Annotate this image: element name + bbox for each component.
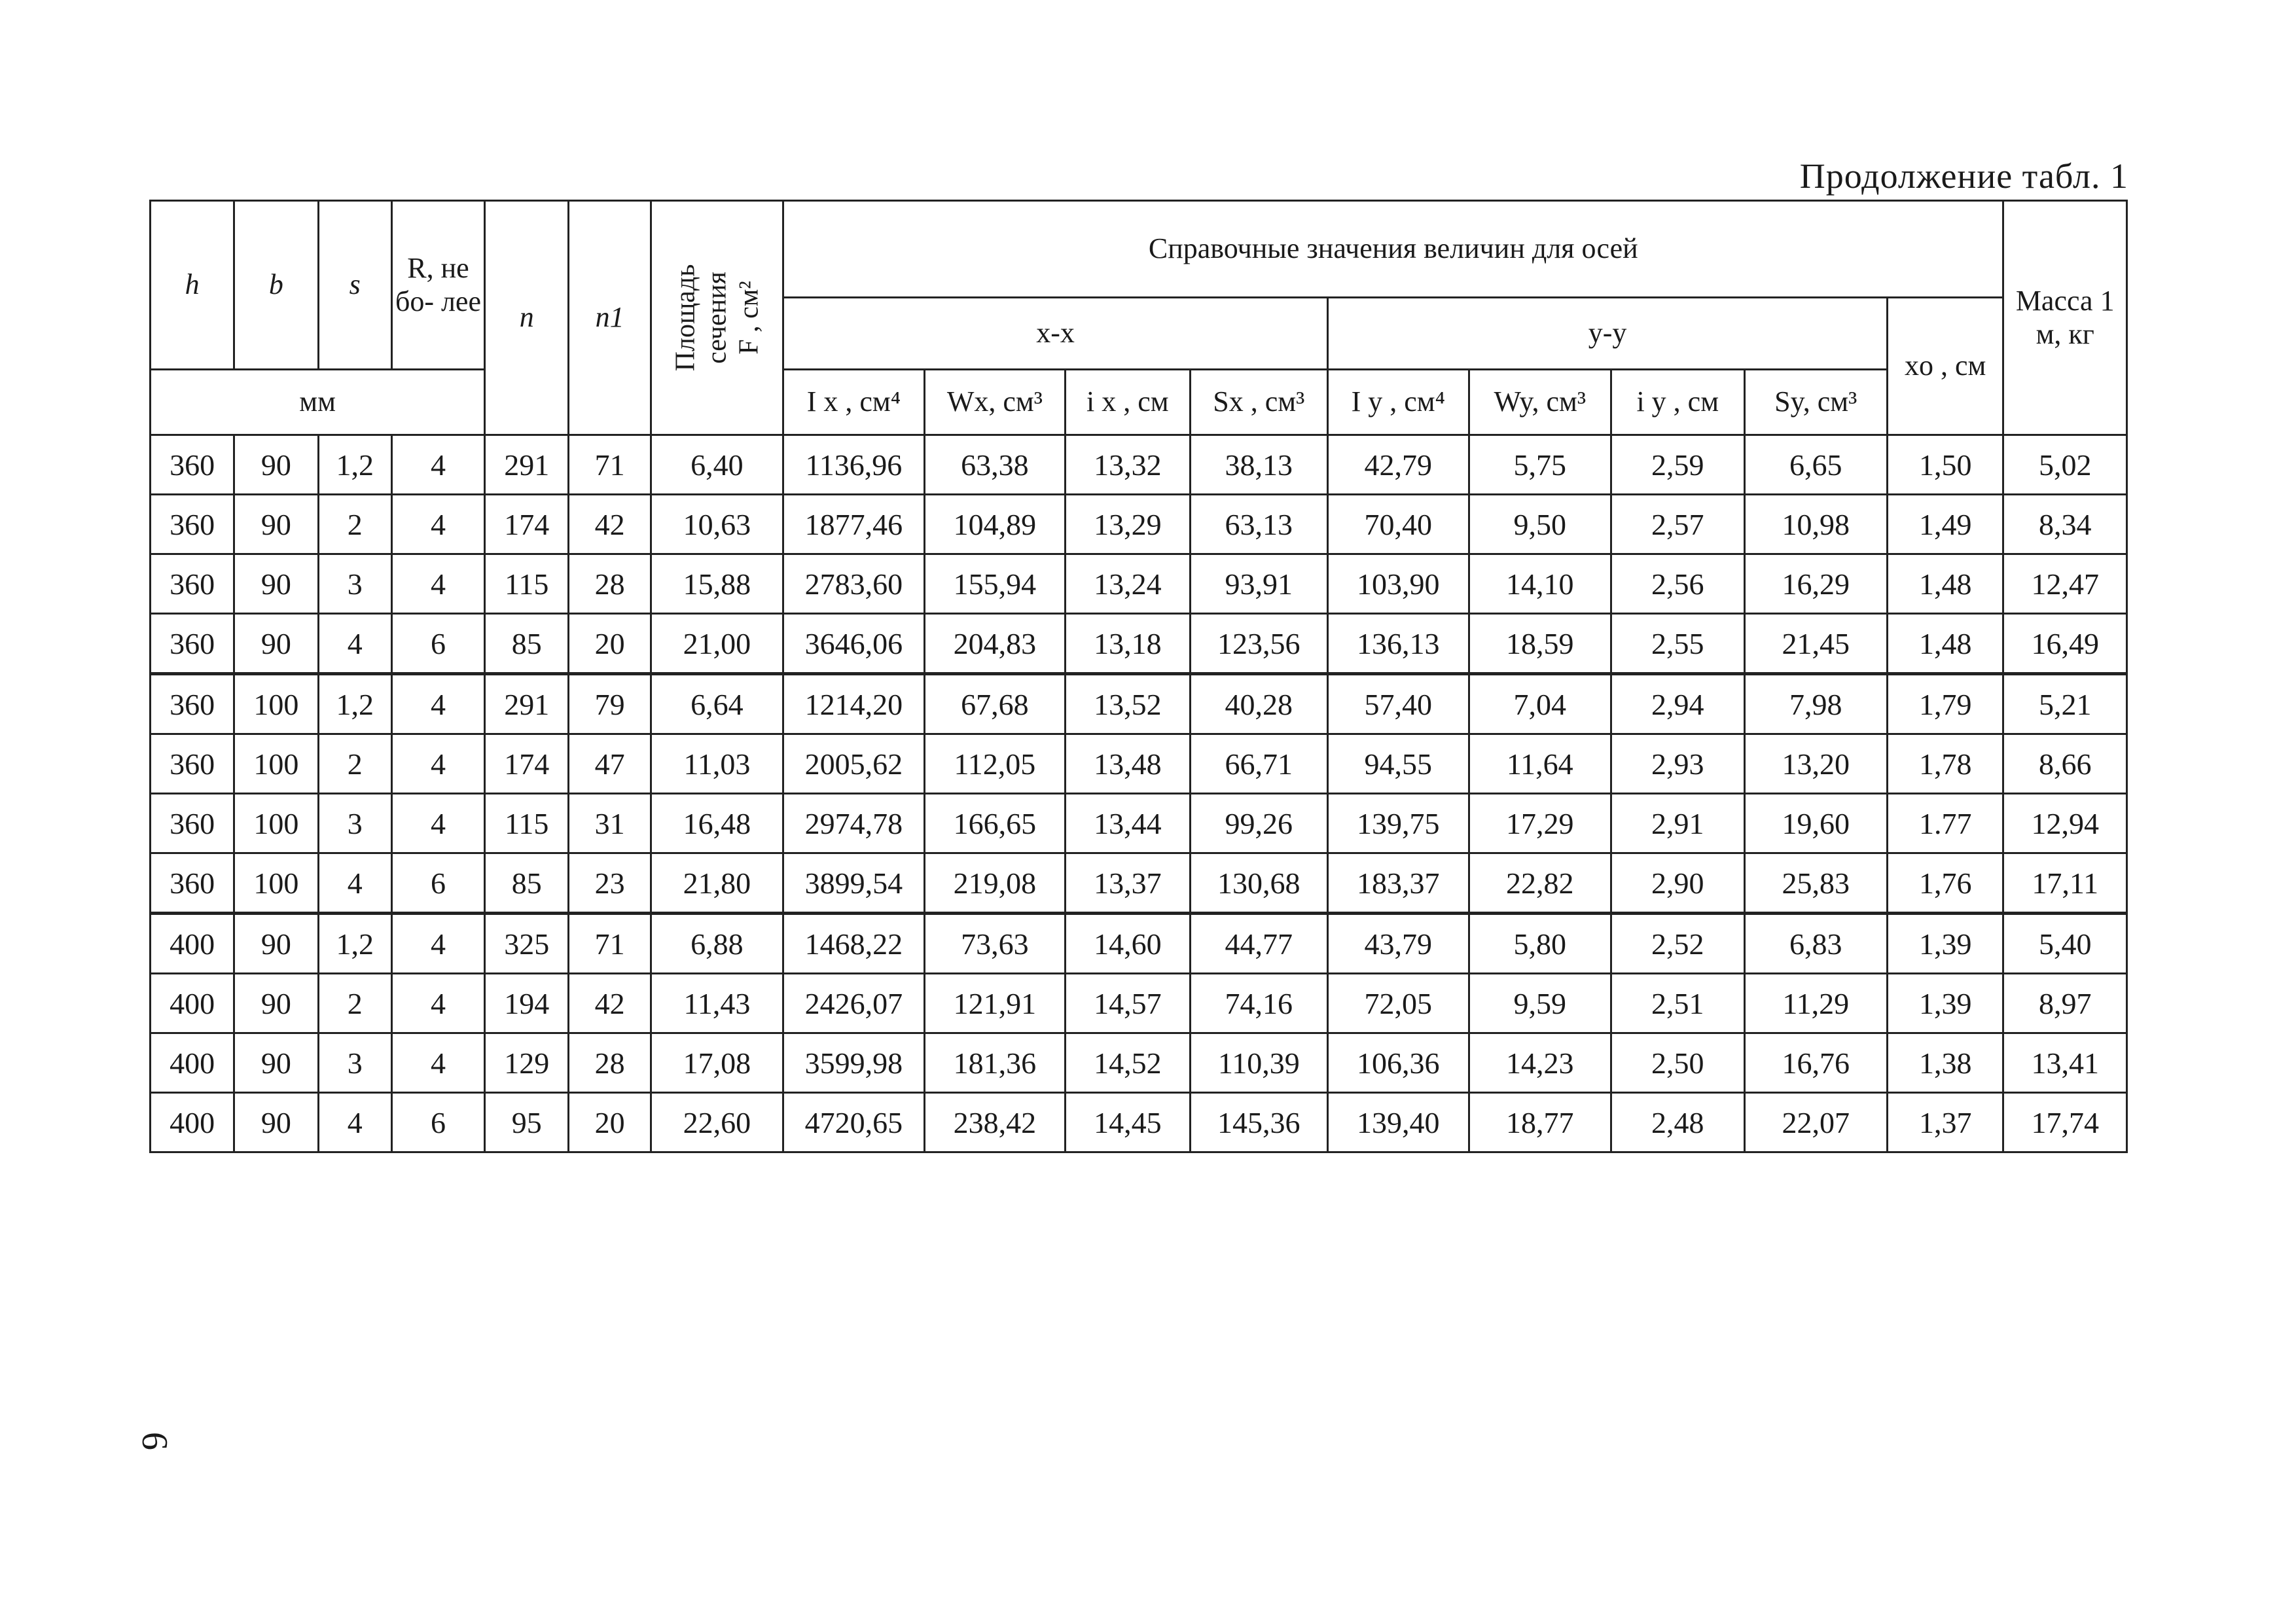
- header-area-line2: сечения: [702, 271, 732, 364]
- section-properties-table: [149, 200, 2128, 1153]
- cell-wy: 17,29: [1469, 794, 1611, 853]
- cell-n1: 23: [569, 853, 651, 914]
- cell-h: 400: [151, 974, 234, 1033]
- cell-n: 291: [485, 674, 569, 734]
- cell-sy: 16,29: [1744, 554, 1888, 614]
- cell-iy: 106,36: [1328, 1033, 1469, 1093]
- header-Iy: I y , см⁴: [1328, 370, 1469, 435]
- cell-wx: 67,68: [924, 674, 1065, 734]
- cell-n1: 47: [569, 734, 651, 794]
- cell-h: 360: [151, 794, 234, 853]
- cell-h: 360: [151, 853, 234, 914]
- cell-n: 85: [485, 853, 569, 914]
- cell-n1: 42: [569, 974, 651, 1033]
- cell-x0: 1,38: [1888, 1033, 2003, 1093]
- cell-iy: 43,79: [1328, 914, 1469, 974]
- cell-iy: 103,90: [1328, 554, 1469, 614]
- cell-iy: 2,93: [1611, 734, 1744, 794]
- cell-sx: 93,91: [1190, 554, 1327, 614]
- cell-ix: 1214,20: [783, 674, 924, 734]
- cell-m: 8,97: [2003, 974, 2127, 1033]
- cell-wy: 11,64: [1469, 734, 1611, 794]
- cell-s: 4: [318, 853, 391, 914]
- cell-h: 360: [151, 674, 234, 734]
- cell-x0: 1,48: [1888, 614, 2003, 674]
- cell-r: 4: [391, 734, 484, 794]
- cell-m: 17,11: [2003, 853, 2127, 914]
- cell-r: 4: [391, 1033, 484, 1093]
- cell-x0: 1,37: [1888, 1093, 2003, 1152]
- cell-r: 4: [391, 794, 484, 853]
- cell-s: 3: [318, 794, 391, 853]
- cell-wx: 73,63: [924, 914, 1065, 974]
- cell-wx: 181,36: [924, 1033, 1065, 1093]
- cell-wx: 104,89: [924, 495, 1065, 554]
- cell-m: 5,02: [2003, 435, 2127, 495]
- cell-f: 15,88: [651, 554, 783, 614]
- table-row: [151, 734, 2127, 794]
- cell-b: 90: [234, 974, 318, 1033]
- cell-b: 100: [234, 794, 318, 853]
- cell-b: 90: [234, 914, 318, 974]
- cell-x0: 1,76: [1888, 853, 2003, 914]
- cell-m: 13,41: [2003, 1033, 2127, 1093]
- cell-x0: 1,50: [1888, 435, 2003, 495]
- cell-sx: 74,16: [1190, 974, 1327, 1033]
- cell-ix: 2783,60: [783, 554, 924, 614]
- cell-wy: 22,82: [1469, 853, 1611, 914]
- table-row: [151, 435, 2127, 495]
- cell-s: 1,2: [318, 435, 391, 495]
- cell-wy: 18,59: [1469, 614, 1611, 674]
- header-b: b: [234, 201, 318, 370]
- cell-r: 6: [391, 614, 484, 674]
- cell-sy: 13,20: [1744, 734, 1888, 794]
- cell-b: 90: [234, 495, 318, 554]
- cell-ix: 2426,07: [783, 974, 924, 1033]
- header-s: s: [318, 201, 391, 370]
- cell-wy: 14,23: [1469, 1033, 1611, 1093]
- header-axis-x: x-x: [783, 298, 1328, 370]
- cell-m: 17,74: [2003, 1093, 2127, 1152]
- cell-x0: 1.77: [1888, 794, 2003, 853]
- cell-ix: 2005,62: [783, 734, 924, 794]
- cell-x0: 1,39: [1888, 914, 2003, 974]
- header-iy-radius: i y , см: [1611, 370, 1744, 435]
- cell-iy: 2,59: [1611, 435, 1744, 495]
- table-row: [151, 554, 2127, 614]
- cell-n: 115: [485, 554, 569, 614]
- cell-ix: 13,52: [1066, 674, 1190, 734]
- cell-ix: 4720,65: [783, 1093, 924, 1152]
- cell-iy: 72,05: [1328, 974, 1469, 1033]
- cell-n: 291: [485, 435, 569, 495]
- cell-s: 4: [318, 1093, 391, 1152]
- cell-ix: 3646,06: [783, 614, 924, 674]
- cell-sx: 110,39: [1190, 1033, 1327, 1093]
- cell-r: 4: [391, 495, 484, 554]
- cell-b: 100: [234, 734, 318, 794]
- cell-f: 22,60: [651, 1093, 783, 1152]
- cell-n: 85: [485, 614, 569, 674]
- cell-wx: 238,42: [924, 1093, 1065, 1152]
- cell-n: 174: [485, 495, 569, 554]
- cell-sy: 21,45: [1744, 614, 1888, 674]
- cell-wy: 5,75: [1469, 435, 1611, 495]
- header-Sx: Sx , см³: [1190, 370, 1327, 435]
- table-header: [151, 201, 2127, 435]
- cell-sy: 16,76: [1744, 1033, 1888, 1093]
- cell-f: 6,40: [651, 435, 783, 495]
- cell-sx: 44,77: [1190, 914, 1327, 974]
- cell-n: 115: [485, 794, 569, 853]
- cell-iy: 2,52: [1611, 914, 1744, 974]
- header-x0: xo , см: [1888, 298, 2003, 435]
- cell-sy: 22,07: [1744, 1093, 1888, 1152]
- header-reference-values: Справочные значения величин для осей: [783, 201, 2003, 298]
- cell-iy: 2,51: [1611, 974, 1744, 1033]
- cell-iy: 42,79: [1328, 435, 1469, 495]
- cell-ix: 14,45: [1066, 1093, 1190, 1152]
- cell-n1: 42: [569, 495, 651, 554]
- cell-h: 360: [151, 734, 234, 794]
- cell-h: 400: [151, 914, 234, 974]
- cell-r: 4: [391, 974, 484, 1033]
- cell-ix: 14,60: [1066, 914, 1190, 974]
- cell-f: 16,48: [651, 794, 783, 853]
- cell-b: 90: [234, 1033, 318, 1093]
- cell-b: 100: [234, 853, 318, 914]
- header-area: [651, 201, 783, 435]
- header-ix-radius: i x , см: [1066, 370, 1190, 435]
- cell-wx: 166,65: [924, 794, 1065, 853]
- cell-s: 2: [318, 734, 391, 794]
- cell-ix: 13,29: [1066, 495, 1190, 554]
- cell-m: 5,40: [2003, 914, 2127, 974]
- header-n1: n1: [569, 201, 651, 435]
- cell-h: 400: [151, 1093, 234, 1152]
- header-area-line3: F , см²: [733, 281, 764, 355]
- cell-s: 4: [318, 614, 391, 674]
- cell-iy: 2,94: [1611, 674, 1744, 734]
- cell-sx: 130,68: [1190, 853, 1327, 914]
- cell-r: 4: [391, 554, 484, 614]
- cell-ix: 13,44: [1066, 794, 1190, 853]
- cell-f: 6,88: [651, 914, 783, 974]
- cell-n: 129: [485, 1033, 569, 1093]
- cell-x0: 1,49: [1888, 495, 2003, 554]
- cell-m: 12,94: [2003, 794, 2127, 853]
- cell-wy: 9,59: [1469, 974, 1611, 1033]
- cell-x0: 1,39: [1888, 974, 2003, 1033]
- cell-s: 2: [318, 974, 391, 1033]
- cell-f: 11,43: [651, 974, 783, 1033]
- header-r: R, не бо- лее: [391, 201, 484, 370]
- cell-f: 6,64: [651, 674, 783, 734]
- cell-sy: 7,98: [1744, 674, 1888, 734]
- cell-ix: 3899,54: [783, 853, 924, 914]
- cell-iy: 57,40: [1328, 674, 1469, 734]
- header-area-line1: Площадь: [670, 264, 700, 372]
- table-row: [151, 674, 2127, 734]
- cell-iy: 94,55: [1328, 734, 1469, 794]
- table-row: [151, 974, 2127, 1033]
- table-row: [151, 1093, 2127, 1152]
- cell-iy: 2,57: [1611, 495, 1744, 554]
- header-Sy: Sy, см³: [1744, 370, 1888, 435]
- cell-ix: 3599,98: [783, 1033, 924, 1093]
- cell-sx: 63,13: [1190, 495, 1327, 554]
- cell-ix: 13,48: [1066, 734, 1190, 794]
- cell-h: 360: [151, 554, 234, 614]
- cell-ix: 13,37: [1066, 853, 1190, 914]
- cell-b: 90: [234, 554, 318, 614]
- cell-iy: 183,37: [1328, 853, 1469, 914]
- cell-iy: 2,90: [1611, 853, 1744, 914]
- cell-sy: 11,29: [1744, 974, 1888, 1033]
- cell-m: 8,66: [2003, 734, 2127, 794]
- cell-b: 90: [234, 435, 318, 495]
- cell-m: 12,47: [2003, 554, 2127, 614]
- cell-wx: 63,38: [924, 435, 1065, 495]
- cell-iy: 139,75: [1328, 794, 1469, 853]
- table-caption: Продолжение табл. 1: [1799, 156, 2128, 196]
- cell-n1: 31: [569, 794, 651, 853]
- cell-f: 11,03: [651, 734, 783, 794]
- cell-n: 174: [485, 734, 569, 794]
- cell-b: 90: [234, 614, 318, 674]
- cell-iy: 70,40: [1328, 495, 1469, 554]
- cell-n1: 71: [569, 435, 651, 495]
- cell-f: 21,80: [651, 853, 783, 914]
- header-axis-y: y-y: [1328, 298, 1888, 370]
- cell-r: 6: [391, 1093, 484, 1152]
- cell-n: 325: [485, 914, 569, 974]
- cell-ix: 13,24: [1066, 554, 1190, 614]
- cell-f: 10,63: [651, 495, 783, 554]
- cell-iy: 2,56: [1611, 554, 1744, 614]
- cell-wy: 18,77: [1469, 1093, 1611, 1152]
- cell-n1: 79: [569, 674, 651, 734]
- cell-m: 8,34: [2003, 495, 2127, 554]
- cell-ix: 14,57: [1066, 974, 1190, 1033]
- header-Wx: Wx, см³: [924, 370, 1065, 435]
- cell-sx: 99,26: [1190, 794, 1327, 853]
- cell-ix: 13,18: [1066, 614, 1190, 674]
- cell-s: 1,2: [318, 914, 391, 974]
- table-body: [151, 435, 2127, 1152]
- cell-sy: 6,65: [1744, 435, 1888, 495]
- cell-r: 4: [391, 435, 484, 495]
- cell-sx: 123,56: [1190, 614, 1327, 674]
- cell-s: 2: [318, 495, 391, 554]
- cell-n1: 28: [569, 554, 651, 614]
- table-row: [151, 794, 2127, 853]
- cell-sx: 66,71: [1190, 734, 1327, 794]
- cell-n1: 20: [569, 1093, 651, 1152]
- cell-sy: 25,83: [1744, 853, 1888, 914]
- header-mm: мм: [151, 370, 485, 435]
- cell-x0: 1,79: [1888, 674, 2003, 734]
- header-n: n: [485, 201, 569, 435]
- table-row: [151, 853, 2127, 914]
- cell-r: 4: [391, 914, 484, 974]
- cell-wx: 112,05: [924, 734, 1065, 794]
- cell-iy: 2,91: [1611, 794, 1744, 853]
- cell-b: 100: [234, 674, 318, 734]
- cell-ix: 2974,78: [783, 794, 924, 853]
- cell-f: 17,08: [651, 1033, 783, 1093]
- cell-h: 360: [151, 435, 234, 495]
- cell-ix: 14,52: [1066, 1033, 1190, 1093]
- cell-ix: 13,32: [1066, 435, 1190, 495]
- cell-s: 3: [318, 554, 391, 614]
- cell-n: 95: [485, 1093, 569, 1152]
- header-h: h: [151, 201, 234, 370]
- cell-r: 6: [391, 853, 484, 914]
- cell-ix: 1877,46: [783, 495, 924, 554]
- cell-wx: 204,83: [924, 614, 1065, 674]
- cell-n1: 28: [569, 1033, 651, 1093]
- cell-x0: 1,78: [1888, 734, 2003, 794]
- cell-ix: 1468,22: [783, 914, 924, 974]
- cell-sx: 145,36: [1190, 1093, 1327, 1152]
- table-row: [151, 914, 2127, 974]
- header-area-text: [670, 264, 764, 371]
- header-Wy: Wy, см³: [1469, 370, 1611, 435]
- table-row: [151, 1033, 2127, 1093]
- cell-wy: 7,04: [1469, 674, 1611, 734]
- cell-ix: 1136,96: [783, 435, 924, 495]
- table-row: [151, 614, 2127, 674]
- cell-h: 360: [151, 614, 234, 674]
- cell-m: 16,49: [2003, 614, 2127, 674]
- cell-wx: 121,91: [924, 974, 1065, 1033]
- cell-wx: 219,08: [924, 853, 1065, 914]
- cell-iy: 2,55: [1611, 614, 1744, 674]
- page-number: 6: [134, 1432, 175, 1450]
- cell-x0: 1,48: [1888, 554, 2003, 614]
- cell-n: 194: [485, 974, 569, 1033]
- cell-n1: 20: [569, 614, 651, 674]
- header-mass: Масса 1 м, кг: [2003, 201, 2127, 435]
- cell-s: 3: [318, 1033, 391, 1093]
- cell-s: 1,2: [318, 674, 391, 734]
- table-row: [151, 495, 2127, 554]
- cell-sy: 19,60: [1744, 794, 1888, 853]
- cell-iy: 2,50: [1611, 1033, 1744, 1093]
- cell-wx: 155,94: [924, 554, 1065, 614]
- cell-n1: 71: [569, 914, 651, 974]
- cell-sy: 6,83: [1744, 914, 1888, 974]
- cell-h: 360: [151, 495, 234, 554]
- cell-wy: 9,50: [1469, 495, 1611, 554]
- cell-r: 4: [391, 674, 484, 734]
- cell-sx: 40,28: [1190, 674, 1327, 734]
- cell-iy: 139,40: [1328, 1093, 1469, 1152]
- cell-iy: 2,48: [1611, 1093, 1744, 1152]
- cell-f: 21,00: [651, 614, 783, 674]
- header-Ix: I x , см⁴: [783, 370, 924, 435]
- cell-wy: 5,80: [1469, 914, 1611, 974]
- cell-m: 5,21: [2003, 674, 2127, 734]
- cell-sx: 38,13: [1190, 435, 1327, 495]
- cell-iy: 136,13: [1328, 614, 1469, 674]
- cell-h: 400: [151, 1033, 234, 1093]
- cell-wy: 14,10: [1469, 554, 1611, 614]
- cell-sy: 10,98: [1744, 495, 1888, 554]
- cell-b: 90: [234, 1093, 318, 1152]
